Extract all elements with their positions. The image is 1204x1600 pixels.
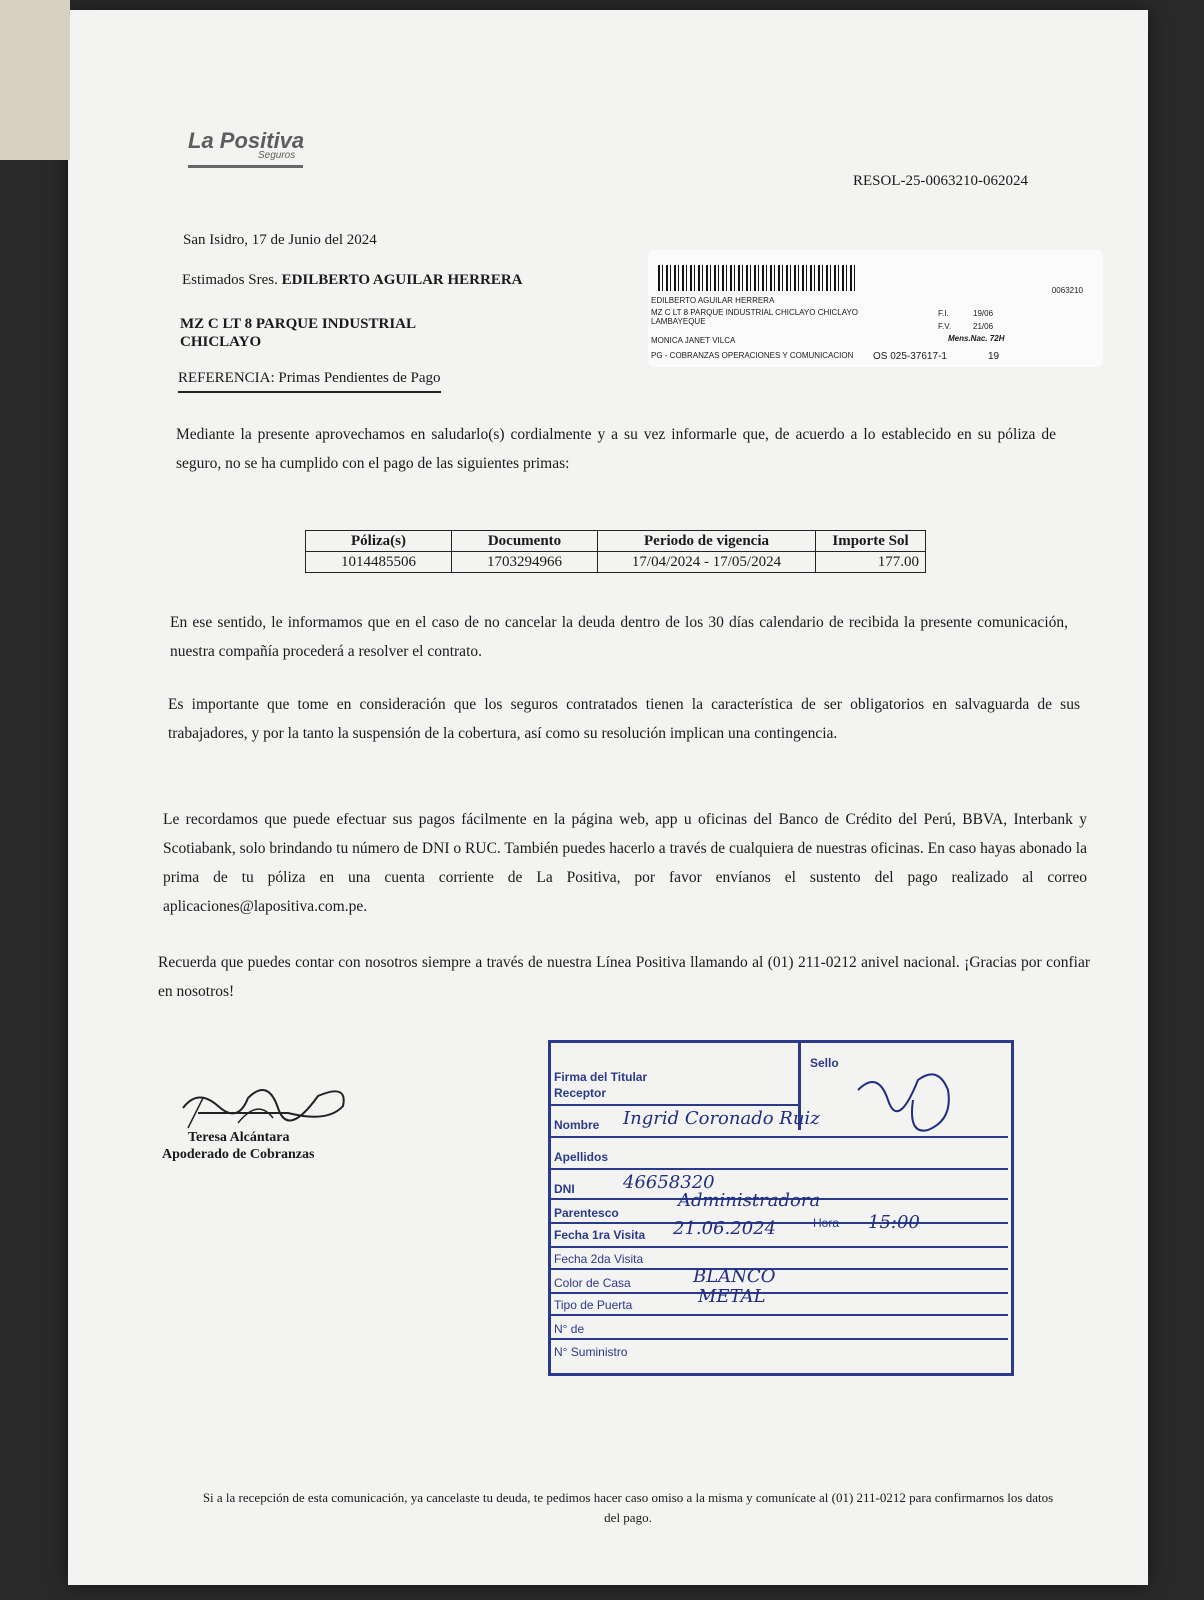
stamp-row-dni: DNI	[554, 1182, 575, 1196]
stamp-line	[548, 1338, 1008, 1340]
stamp-row-suministro: N° Suministro	[554, 1345, 628, 1359]
stamp-row-fecha1: Fecha 1ra Visita	[554, 1228, 646, 1242]
logo-underline	[188, 165, 303, 168]
stamp-row-fecha2: Fecha 2da Visita	[554, 1252, 644, 1266]
stamp-fecha1-value: 21.06.2024	[673, 1218, 777, 1239]
stamp-row-parentesco: Parentesco	[554, 1206, 619, 1220]
col-periodo: Periodo de vigencia	[598, 531, 816, 552]
label-address: MZ C LT 8 PARQUE INDUSTRIAL CHICLAYO CHICLAYO	[651, 308, 858, 317]
premiums-table	[305, 530, 926, 573]
stamp-row-titular: Firma del Titular	[554, 1070, 648, 1084]
resolution-number: RESOL-25-0063210-062024	[853, 173, 1028, 189]
col-importe: Importe Sol	[816, 531, 926, 552]
stamp-row-receptor: Receptor	[554, 1086, 607, 1100]
stamp-line	[548, 1268, 1008, 1270]
footer-note: Si a la recepción de esta comunicación, ya cancelaste tu deuda, te pedimos hacer caso omiso a la misma y comunícate al (01) 211-0212 para confirmarnos los datos del pago.	[202, 1490, 1054, 1525]
stamp-dni-value: 46658320	[623, 1172, 715, 1193]
label-fv: 21/06	[973, 322, 994, 331]
label-os-num: 19	[988, 351, 1000, 362]
stamp-row-apellidos: Apellidos	[554, 1150, 609, 1164]
mailing-label	[648, 250, 1103, 367]
address-line-1: MZ C LT 8 PARQUE INDUSTRIAL	[180, 316, 417, 332]
label-contact: MONICA JANET VILCA	[651, 336, 736, 345]
signer-name: Teresa Alcántara	[188, 1130, 290, 1145]
label-fv-label: F.V.	[938, 322, 952, 331]
reference: REFERENCIA: Primas Pendientes de Pago	[178, 370, 441, 393]
stamp-row-nombre: Nombre	[554, 1118, 600, 1132]
address-line-2: CHICLAYO	[180, 334, 262, 350]
stamp-row-color: Color de Casa	[554, 1276, 631, 1290]
col-documento: Documento	[452, 531, 598, 552]
signer-title: Apoderado de Cobranzas	[162, 1147, 315, 1162]
stamp-line	[548, 1292, 1008, 1294]
label-dept: PG - COBRANZAS OPERACIONES Y COMUNICACION	[651, 351, 854, 360]
table-row	[306, 552, 926, 573]
stamp-color-value: BLANCO	[693, 1266, 776, 1287]
company-logo	[188, 128, 304, 168]
label-mens: Mens.Nac. 72H	[948, 334, 1005, 343]
letter-page	[68, 10, 1148, 1585]
label-os: OS 025-37617-1	[873, 351, 947, 362]
reception-stamp	[548, 1040, 1018, 1380]
page-corner	[0, 0, 70, 160]
greeting	[182, 272, 523, 289]
stamp-nombre-value: Ingrid Coronado Ruiz	[623, 1108, 820, 1129]
greeting-prefix: Estimados Sres.	[182, 272, 278, 288]
label-name: EDILBERTO AGUILAR HERRERA	[651, 296, 775, 305]
paragraph-2: Es importante que tome en consideración que los seguros contratados tienen la característica de ser obligatorios en salvaguarda de sus trabajadores, y por la tanto la suspensión de la cobertura, así como su resolución implican una contingencia.	[168, 696, 1080, 742]
stamp-line	[548, 1136, 1008, 1138]
recipient-name: EDILBERTO AGUILAR HERRERA	[281, 272, 523, 288]
cell-importe: 177.00	[816, 552, 926, 573]
paragraph-1: En ese sentido, le informamos que en el caso de no cancelar la deuda dentro de los 30 días calendario de recibida la presente comunicación, nuestra compañía procederá a resolver el contrato.	[170, 614, 1068, 660]
paragraph-3: Le recordamos que puede efectuar sus pagos fácilmente en la página web, app u oficinas del Banco de Crédito del Perú, BBVA, Interbank y Scotiabank, solo brindando tu número de DNI o RUC. También puedes hacerlo a través de cualquiera de nuestras oficinas. En caso hayas abonado la prima de tu póliza en una cuenta corriente de La Positiva, por favor envíanos el sustento del pago realizado al correo aplicaciones@lapositiva.com.pe.	[163, 811, 1087, 915]
stamp-row-numero: N° de	[554, 1322, 585, 1336]
label-fi-label: F.I.	[938, 309, 949, 318]
barcode	[658, 265, 858, 291]
cell-documento: 1703294966	[452, 552, 598, 573]
stamp-parentesco-value: Administradora	[678, 1190, 821, 1211]
stamp-row-hora: Hora	[813, 1216, 840, 1230]
cell-poliza: 1014485506	[306, 552, 452, 573]
table-header-row	[306, 531, 926, 552]
stamp-line	[548, 1168, 1008, 1170]
label-region: LAMBAYEQUE	[651, 317, 706, 326]
stamp-line	[548, 1104, 800, 1106]
stamp-sello: Sello	[810, 1056, 839, 1070]
intro-paragraph: Mediante la presente aprovechamos en saludarlo(s) cordialmente y a su vez informarle que, de acuerdo a lo establecido en su póliza de seguro, no se ha cumplido con el pago de las siguientes primas:	[176, 426, 1056, 472]
stamp-row-puerta: Tipo de Puerta	[554, 1298, 633, 1312]
label-fi: 19/06	[973, 309, 994, 318]
paragraph-4: Recuerda que puedes contar con nosotros siempre a través de nuestra Línea Positiva llamando al (01) 211-0212 anivel nacional. ¡Gracias por confiar en nosotros!	[158, 954, 1090, 1000]
place-date: San Isidro, 17 de Junio del 2024	[183, 232, 377, 248]
col-poliza: Póliza(s)	[306, 531, 452, 552]
logo-brand: La Positiva	[188, 128, 305, 153]
cell-periodo: 17/04/2024 - 17/05/2024	[598, 552, 816, 573]
stamp-line	[548, 1246, 1008, 1248]
logo-sub: Seguros	[258, 150, 296, 161]
stamp-line	[548, 1222, 1008, 1224]
label-code: 0063210	[1051, 286, 1083, 295]
stamp-puerta-value: METAL	[698, 1286, 766, 1307]
stamp-line	[548, 1314, 1008, 1316]
stamp-hora-value: 15:00	[868, 1212, 920, 1233]
stamp-seal-signature	[848, 1060, 968, 1140]
signature-image	[178, 1068, 358, 1138]
